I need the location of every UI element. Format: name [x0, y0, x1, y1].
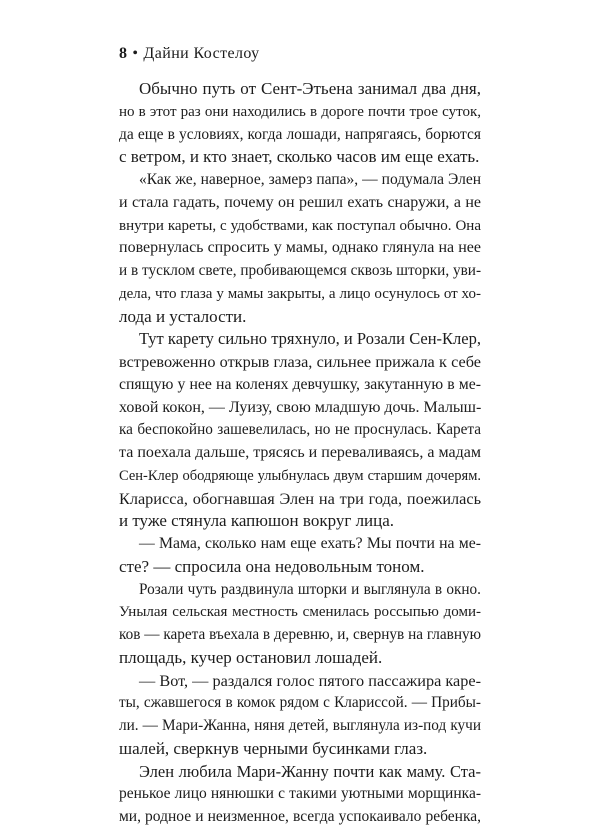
- running-header: [119, 45, 260, 63]
- text-line: дела, что глаза у мамы закрыты, а лицо осунулось от хо-: [119, 285, 481, 302]
- header-separator: •: [132, 45, 139, 62]
- text-line: ты, сжавшегося в комок рядом с Клариссой. — Прибы-: [119, 694, 481, 712]
- author-name: Дайни Костелоу: [143, 45, 260, 62]
- text-line: — Вот, — раздался голос пятого пассажира каре-: [139, 671, 481, 690]
- text-line: Розали чуть раздвинула шторки и выглянула в окно.: [139, 580, 481, 598]
- text-line: Сен-Клер ободряюще улыбнулась двум старшим дочерям.: [119, 467, 481, 484]
- text-line: ли. — Мари-Жанна, няня детей, выглянула из-под кучи: [119, 717, 481, 734]
- text-line: ховой кокон, — Луизу, свою младшую дочь. Малыш-: [119, 398, 482, 416]
- text-line: ков — карета въехала в деревню, и, свернув на главную: [119, 626, 482, 643]
- text-line: — Мама, сколько нам еще ехать? Мы почти на ме-: [139, 535, 481, 552]
- text-line: лода и усталости.: [119, 306, 247, 326]
- text-line: сте? — спросила она недовольным тоном.: [119, 556, 425, 576]
- text-line: встревоженно открыв глаза, сильнее прижала к себе: [119, 353, 481, 371]
- text-line: ренькое лицо нянюшки с такими уютными морщинка-: [119, 785, 481, 803]
- text-line: Унылая сельская местность сменилась россыпью доми-: [119, 604, 481, 621]
- text-line: повернулась спросить у мамы, однако глянула на нее: [119, 239, 481, 257]
- text-line: внутри кареты, с удобствами, как поступал обычно. Она: [119, 217, 481, 234]
- text-line: площадь, кучер остановил лошадей.: [119, 647, 383, 667]
- text-line: и в тусклом свете, пробивающемся сквозь шторки, уви-: [119, 262, 482, 279]
- text-line: Обычно путь от Сент-Этьена занимал два дня,: [139, 79, 481, 98]
- text-line: шалей, сверкнув черными бусинками глаз.: [119, 738, 428, 758]
- text-line: та поехала дальше, трясясь и переваливаясь, а мадам: [119, 444, 481, 461]
- text-line: спящую у нее на коленях девчушку, закутанную в ме-: [119, 375, 481, 393]
- text-line: Кларисса, обогнавшая Элен на три года, поежилась: [119, 489, 481, 508]
- text-line: Тут карету сильно тряхнуло, и Розали Сен-Клер,: [139, 329, 481, 349]
- text-line: ми, родное и неизменное, всегда успокаивало ребенка,: [119, 808, 481, 825]
- text-line: «Как же, наверное, замерз папа», — подумала Элен: [139, 171, 481, 188]
- text-line: и стала гадать, почему он решил ехать снаружи, а не: [119, 193, 481, 211]
- text-line: Элен любила Мари-Жанну почти как маму. Ста-: [139, 761, 481, 781]
- text-line: ка беспокойно зашевелилась, но не проснулась. Карета: [119, 421, 481, 439]
- body-text: [119, 78, 481, 829]
- text-line: да еще в условиях, когда лошади, напрягаясь, борются: [119, 125, 481, 143]
- text-line: с ветром, и кто знает, сколько часов им еще ехать.: [119, 147, 480, 167]
- text-line: но в этот раз они находились в дороге почти трое суток,: [119, 103, 481, 120]
- text-line: и туже стянула капюшон вокруг лица.: [119, 511, 395, 531]
- page-number: 8: [119, 45, 128, 62]
